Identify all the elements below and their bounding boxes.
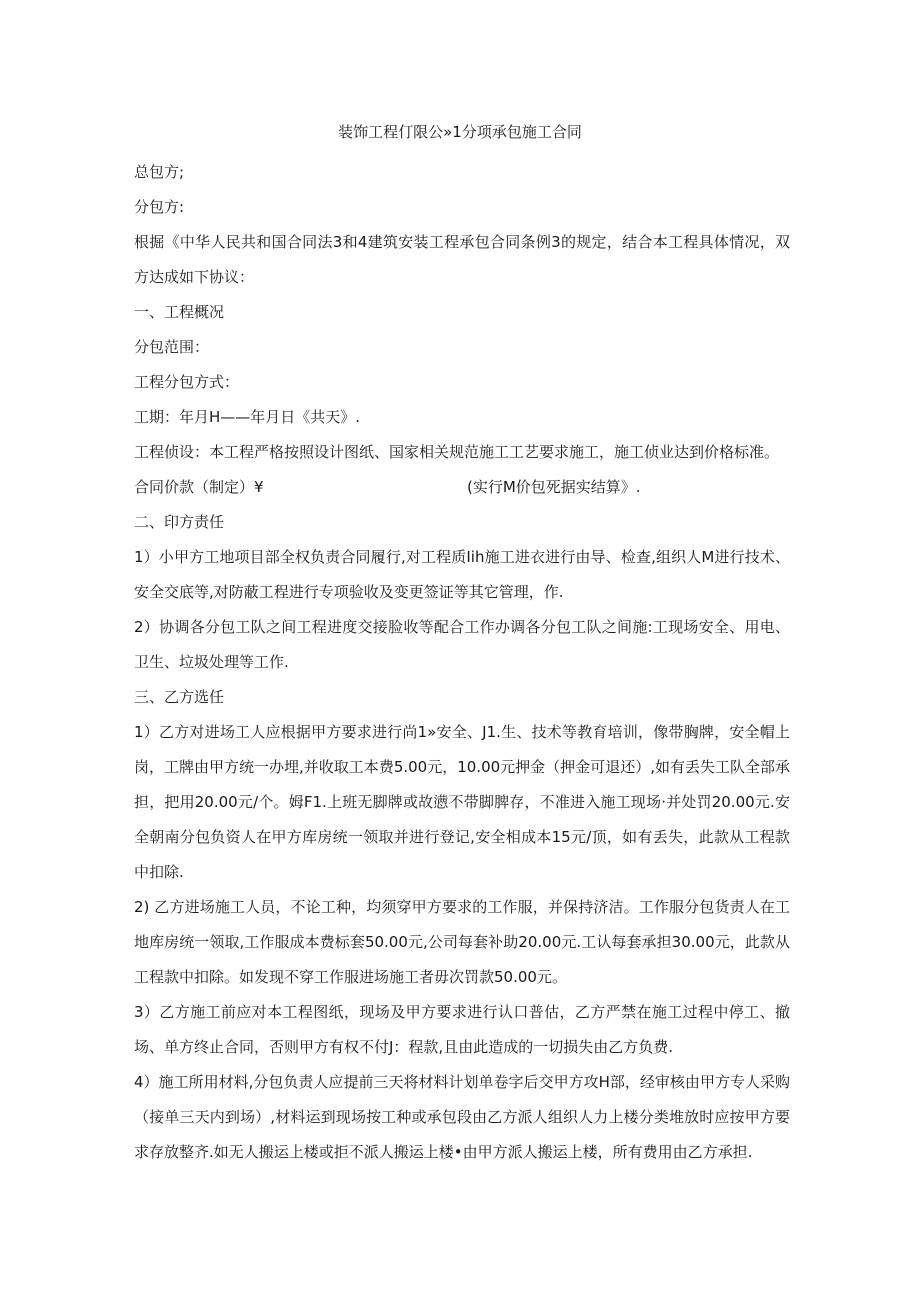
party-a-clause-2: 2）协调各分包工队之间工程进度交接脸收等配合工作办调各分包工队之间施:工现场安全、用电、卫生、垃圾处理等工作. <box>134 618 790 671</box>
scope-line: 分包范围： <box>134 338 210 356</box>
contract-price-line <box>134 470 790 505</box>
subcontractor-line: 分包方: <box>134 198 185 216</box>
duration-line: 工期：年月H——年月日《共天》. <box>134 408 361 426</box>
section-heading-overview: 一、工程概况 <box>134 303 225 321</box>
document-title: 装饰工程仃限公»1分项承包施工合同 <box>338 123 582 141</box>
preamble-paragraph: 根掘《中华人民共和国合同法3和4建筑安装工程承包合同条例3的规定，结合本工程具体情况，双方达成如下协议： <box>134 233 790 286</box>
section-heading-party-b: 三、乙方选任 <box>134 688 225 706</box>
contract-price-note: (实行M价包死据实结算》. <box>467 478 641 496</box>
party-b-clause-1: 1）乙方对进场工人应根据甲方要求进行尚1»安全、J1.生、技术等教育培训，像带胸牌，安全帽上岗，工牌由甲方统一办埋,并收取工本费5.00元，10.00元押金（押金可退还）,如有丢失工队全部承担，把用20.00元/个。姆F1.上班无脚牌或故懑不带脚脾存，不准进入施工现场·并处罚20.00元.安全朝南分包负资人在甲方库房统一领取并进行登记,安全相成本15元/顶，如有丢失，此款从工程款中扣除. <box>134 723 790 881</box>
party-a-clause-1: 1）小甲方工地项目部全权负责合同履行,对工程质Iih施工进衣进行由导、检查,组织人M进行技术、安全交底等,对防蔽工程进行专项验收及变更签证等其它管理，作. <box>134 548 790 601</box>
general-contractor-line: 总包方; <box>134 163 185 181</box>
contract-price-label: 合同价款（制定）¥ <box>134 478 264 496</box>
section-heading-party-a: 二、印方责任 <box>134 513 225 531</box>
method-line: 工程分包方式： <box>134 373 240 391</box>
party-b-clause-4: 4）施工所用材料,分包负责人应提前三天将材料计划单卷字后交甲方攻H部，经审核由甲方专人采购（接单三天内到场）,材料运到现场按工种或承包段由乙方派人组织人力上楼分类堆放时应按甲方要求存放整齐.如无人搬运上楼或拒不派人搬运上楼•由甲方派人搬运上楼，所有费用由乙方承担. <box>134 1073 790 1161</box>
party-b-clause-2: 2) 乙方进场施工人员，不论工种，均须穿甲方要求的工作服，并保持济洁。工作服分包货责人在工地库房统一领取,工作服成本费标套50.00元,公司每套补助20.00元.工认每套承担30.00元，此款从工程款中扣除。如发现不穿工作服进场施工者毋次罚款50.00元。 <box>134 898 790 986</box>
quality-line: 工程侦设：本工程严格按照设计图纸、国家相关规范施工工艺要求施工，施工侦业达到价格标准。 <box>134 443 780 461</box>
party-b-clause-3: 3）乙方施工前应对本工程图纸，现场及甲方要求进行认口普估，乙方严禁在施工过程中停工、撤场、单方终止合同，否则甲方有权不付J：程款,且由此造成的一切损失由乙方负费. <box>134 1003 790 1056</box>
document-body <box>134 155 790 1170</box>
